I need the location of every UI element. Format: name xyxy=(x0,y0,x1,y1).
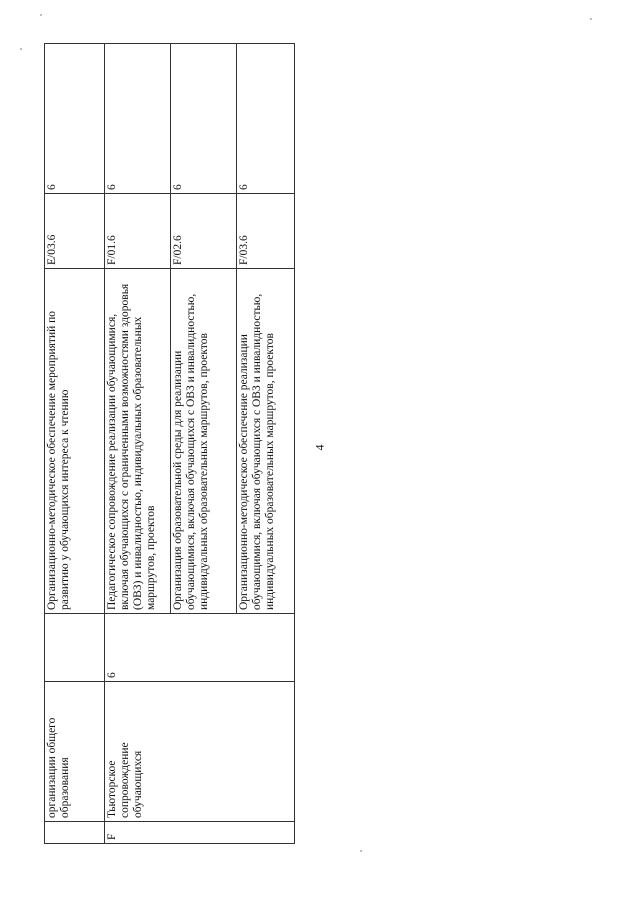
functions-table xyxy=(44,43,295,844)
qualification-cell: 6 xyxy=(105,44,171,194)
qualification-cell: 6 xyxy=(45,44,105,194)
function-name-cell: Тьюторское сопровождение обучающихся xyxy=(105,682,295,822)
task-code-cell: F/03.6 xyxy=(237,194,295,269)
qualification-cell: 6 xyxy=(171,44,237,194)
level-cell: 6 xyxy=(105,614,295,682)
table-row xyxy=(45,44,105,844)
task-code-cell: E/03.6 xyxy=(45,194,105,269)
qualification-cell: 6 xyxy=(237,44,295,194)
function-code-cell: F xyxy=(105,822,295,844)
scan-speck xyxy=(590,18,592,20)
function-code-cell xyxy=(45,822,105,844)
scan-speck xyxy=(360,850,362,852)
function-name-cell: организации общего образования xyxy=(45,682,105,822)
task-name-cell: Педагогическое сопровождение реализации обучающимися, включая обучающихся с ограниченными возможностями здоровья (ОВЗ) и инвалидностью, индивидуальных образовательных маршрутов, проектов xyxy=(105,269,171,614)
scan-speck xyxy=(40,14,42,16)
level-cell xyxy=(45,614,105,682)
rotated-table-container xyxy=(44,44,294,844)
table-row xyxy=(105,44,171,844)
task-name-cell: Организация образовательной среды для реализации обучающимися, включая обучающихся с ОВЗ и инвалидностью, индивидуальных образовательных маршрутов, проектов xyxy=(171,269,237,614)
task-code-cell: F/02.6 xyxy=(171,194,237,269)
task-name-cell: Организационно-методическое обеспечение мероприятий по развитию у обучающихся интереса к чтению xyxy=(45,269,105,614)
task-code-cell: F/01.6 xyxy=(105,194,171,269)
task-name-cell: Организационно-методическое обеспечение реализации обучающимися, включая обучающихся с ОВЗ и инвалидностью, индивидуальных образовательных маршрутов, проектов xyxy=(237,269,295,614)
scan-speck xyxy=(20,48,22,50)
page-number: 4 xyxy=(312,444,327,451)
